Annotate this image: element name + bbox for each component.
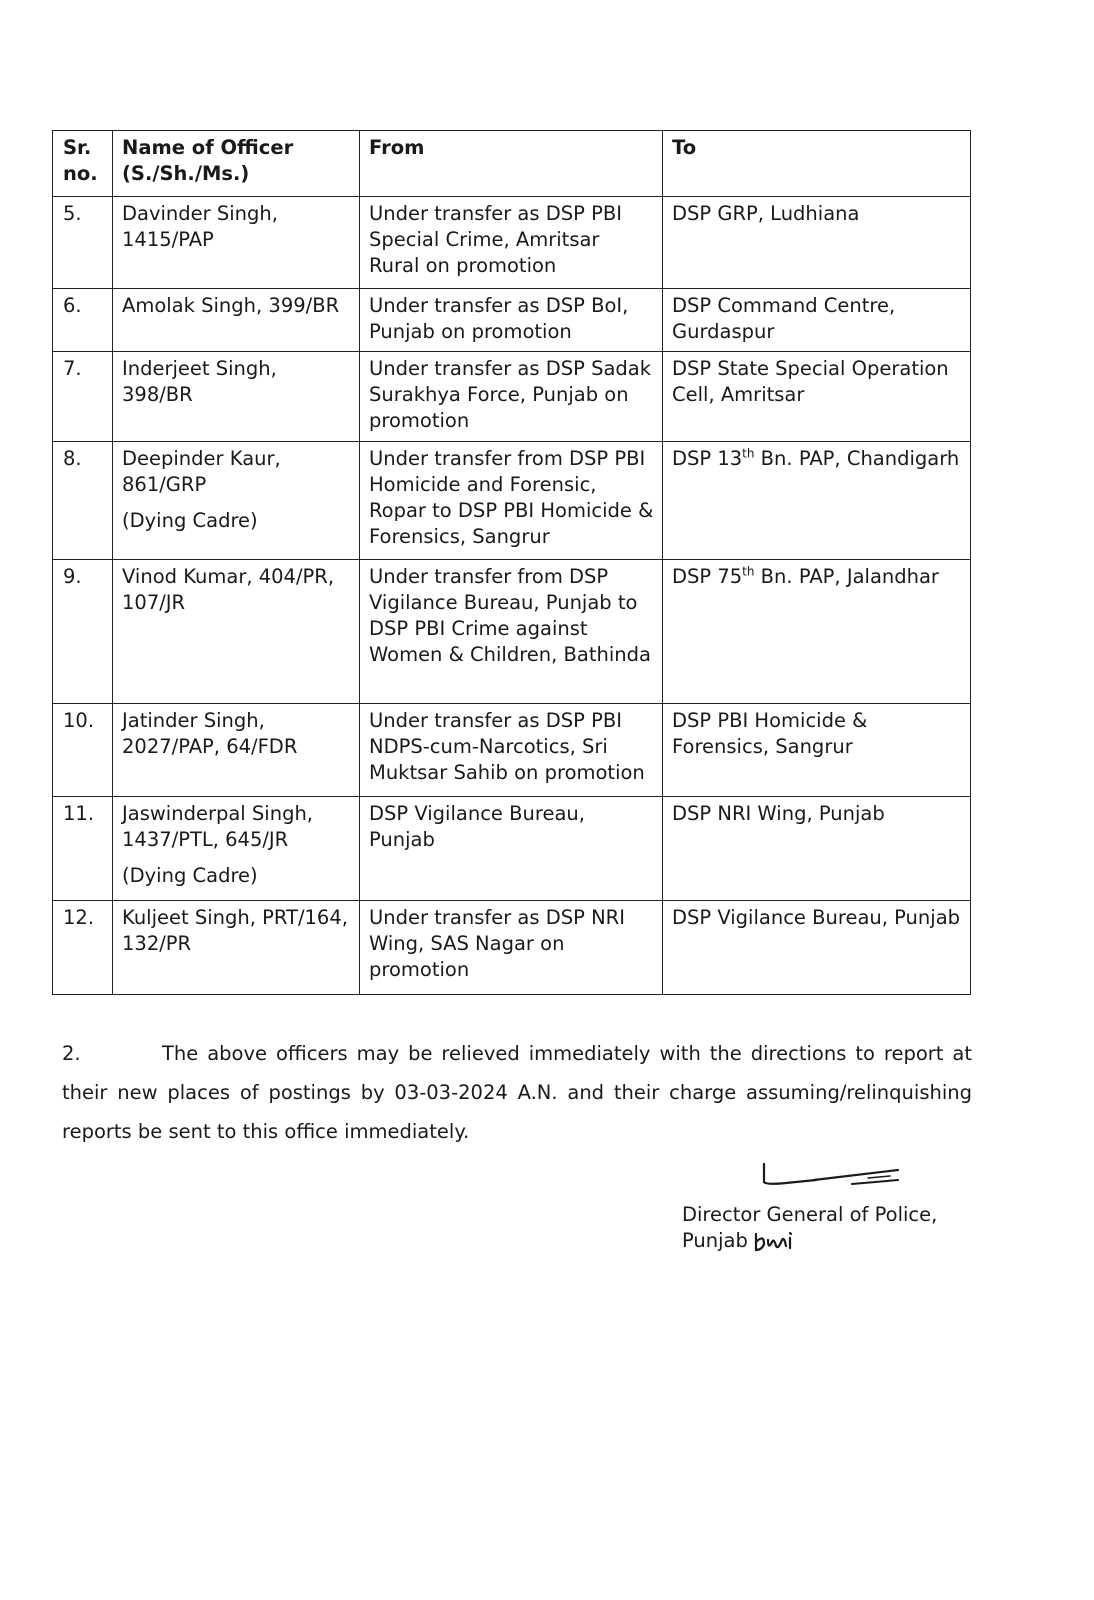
paragraph-number: 2. xyxy=(62,1042,81,1065)
row-to: DSP NRI Wing, Punjab xyxy=(663,797,971,901)
row-sr-no: 5. xyxy=(53,197,113,289)
row-sr-no: 10. xyxy=(53,704,113,797)
header-name-of-officer: Name of Officer (S./Sh./Ms.) xyxy=(113,131,360,197)
instruction-paragraph xyxy=(62,1034,972,1151)
table-row xyxy=(53,197,971,289)
row-from: Under transfer from DSP Vigilance Bureau, Punjab to DSP PBI Crime against Women & Children, Bathinda xyxy=(360,560,663,704)
row-to: DSP Command Centre, Gurdaspur xyxy=(663,289,971,352)
row-to: DSP GRP, Ludhiana xyxy=(663,197,971,289)
paragraph-text: The above officers may be relieved immediately with the directions to report at their new places of postings by 03-03-2024 A.N. and their charge assuming/relinquishing reports be sent to this office immediately. xyxy=(62,1042,972,1143)
row-from: Under transfer as DSP BoI, Punjab on promotion xyxy=(360,289,663,352)
header-from: From xyxy=(360,131,663,197)
row-to: DSP 75th Bn. PAP, Jalandhar xyxy=(663,560,971,704)
table-row xyxy=(53,797,971,901)
row-officer-name: Vinod Kumar, 404/PR, 107/JR xyxy=(113,560,360,704)
row-sr-no: 8. xyxy=(53,442,113,560)
table-row xyxy=(53,560,971,704)
transfer-table xyxy=(52,130,971,995)
row-from: Under transfer as DSP NRI Wing, SAS Nagar on promotion xyxy=(360,901,663,995)
table-row xyxy=(53,901,971,995)
row-sr-no: 11. xyxy=(53,797,113,901)
row-from: Under transfer from DSP PBI Homicide and Forensic, Ropar to DSP PBI Homicide & Forensics, Sangrur xyxy=(360,442,663,560)
table-row xyxy=(53,704,971,797)
signature-icon xyxy=(756,1158,906,1198)
row-officer-name: Jatinder Singh, 2027/PAP, 64/FDR xyxy=(113,704,360,797)
table-row xyxy=(53,352,971,442)
signatory-designation: Director General of Police, xyxy=(682,1203,938,1226)
row-officer-name: Jaswinderpal Singh, 1437/PTL, 645/JR (Dying Cadre) xyxy=(113,797,360,901)
row-sr-no: 7. xyxy=(53,352,113,442)
row-officer-name: Kuljeet Singh, PRT/164, 132/PR xyxy=(113,901,360,995)
row-officer-name: Amolak Singh, 399/BR xyxy=(113,289,360,352)
signatory-state: Punjab xyxy=(682,1228,937,1254)
table-row xyxy=(53,442,971,560)
header-to: To xyxy=(663,131,971,197)
row-to: DSP State Special Operation Cell, Amritsar xyxy=(663,352,971,442)
header-sr-no: Sr. no. xyxy=(53,131,113,197)
dying-cadre-note: (Dying Cadre) xyxy=(122,509,258,532)
row-sr-no: 9. xyxy=(53,560,113,704)
row-to: DSP 13th Bn. PAP, Chandigarh xyxy=(663,442,971,560)
row-from: Under transfer as DSP Sadak Surakhya Force, Punjab on promotion xyxy=(360,352,663,442)
dying-cadre-note: (Dying Cadre) xyxy=(122,864,258,887)
row-to: DSP Vigilance Bureau, Punjab xyxy=(663,901,971,995)
row-officer-name: Deepinder Kaur, 861/GRP (Dying Cadre) xyxy=(113,442,360,560)
initials-icon xyxy=(752,1230,802,1254)
table-row xyxy=(53,289,971,352)
signature-block xyxy=(682,1202,937,1254)
row-from: DSP Vigilance Bureau, Punjab xyxy=(360,797,663,901)
row-to: DSP PBI Homicide & Forensics, Sangrur xyxy=(663,704,971,797)
table-header-row xyxy=(53,131,971,197)
row-sr-no: 12. xyxy=(53,901,113,995)
row-officer-name: Davinder Singh, 1415/PAP xyxy=(113,197,360,289)
row-sr-no: 6. xyxy=(53,289,113,352)
row-from: Under transfer as DSP PBI Special Crime, Amritsar Rural on promotion xyxy=(360,197,663,289)
row-from: Under transfer as DSP PBI NDPS-cum-Narcotics, Sri Muktsar Sahib on promotion xyxy=(360,704,663,797)
row-officer-name: Inderjeet Singh, 398/BR xyxy=(113,352,360,442)
